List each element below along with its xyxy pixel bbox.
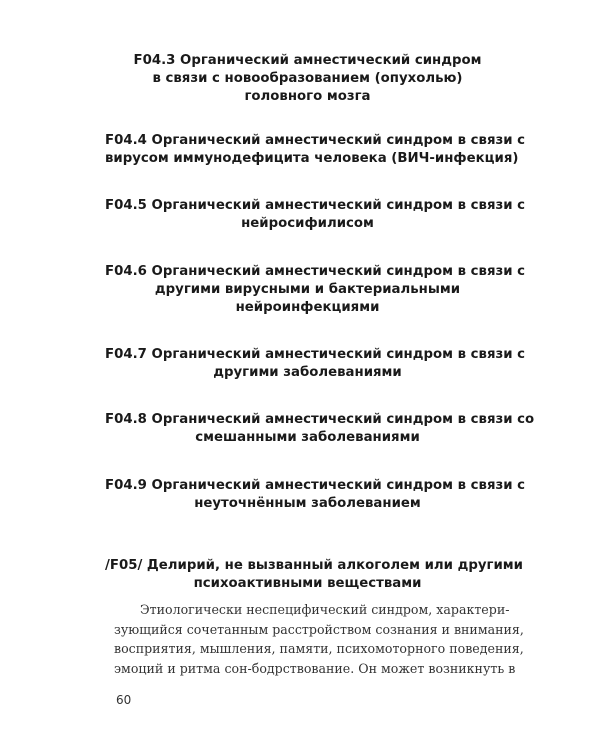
heading-line: другими заболеваниями: [213, 365, 402, 380]
heading-line: вирусом иммунодефицита человека (ВИЧ-инфекция): [105, 151, 519, 166]
section-heading-f04-5: [105, 197, 526, 233]
paragraph-line: зующийся сочетанным расстройством сознания и внимания,: [114, 621, 524, 637]
section-heading-f04-4: [105, 132, 526, 168]
section-heading-f04-3: [105, 52, 510, 106]
heading-line: в связи с новообразованием (опухолью): [152, 71, 463, 86]
heading-line: головного мозга: [244, 89, 371, 104]
heading-line: нейроинфекциями: [235, 300, 380, 315]
paragraph-line: восприятия, мышления, памяти, психомоторного поведения,: [114, 641, 524, 656]
heading-line: смешанными заболеваниями: [195, 430, 420, 445]
heading-line: F04.9 Органический амнестический синдром в связи с: [105, 478, 526, 493]
heading-line: F04.8 Органический амнестический синдром в связи со: [105, 412, 535, 427]
page-number: 60: [116, 693, 132, 707]
section-heading-f04-7: [105, 346, 526, 382]
section-heading-f04-6: [105, 263, 526, 317]
heading-line: психоактивными веществами: [193, 576, 422, 591]
heading-line: другими вирусными и бактериальными: [154, 282, 461, 297]
paragraph-line: Этиологически неспецифический синдром, характери-: [140, 602, 510, 617]
heading-line: /F05/ Делирий, не вызванный алкоголем или другими: [105, 558, 523, 573]
heading-line: нейросифилисом: [241, 216, 374, 231]
section-heading-f04-8: [105, 411, 535, 447]
heading-line: F04.6 Органический амнестический синдром в связи с: [105, 264, 526, 279]
body-paragraph: [114, 600, 524, 678]
section-heading-f04-9: [105, 477, 526, 513]
heading-line: F04.3 Органический амнестический синдром: [133, 53, 482, 68]
paragraph-line: эмоций и ритма сон-бодрствование. Он может возникнуть в: [114, 660, 516, 676]
heading-line: F04.5 Органический амнестический синдром в связи с: [105, 198, 526, 213]
section-heading-f05: [105, 557, 523, 593]
heading-line: F04.4 Органический амнестический синдром в связи с: [105, 133, 526, 148]
heading-line: F04.7 Органический амнестический синдром в связи с: [105, 347, 526, 362]
heading-line: неуточнённым заболеванием: [194, 496, 421, 511]
